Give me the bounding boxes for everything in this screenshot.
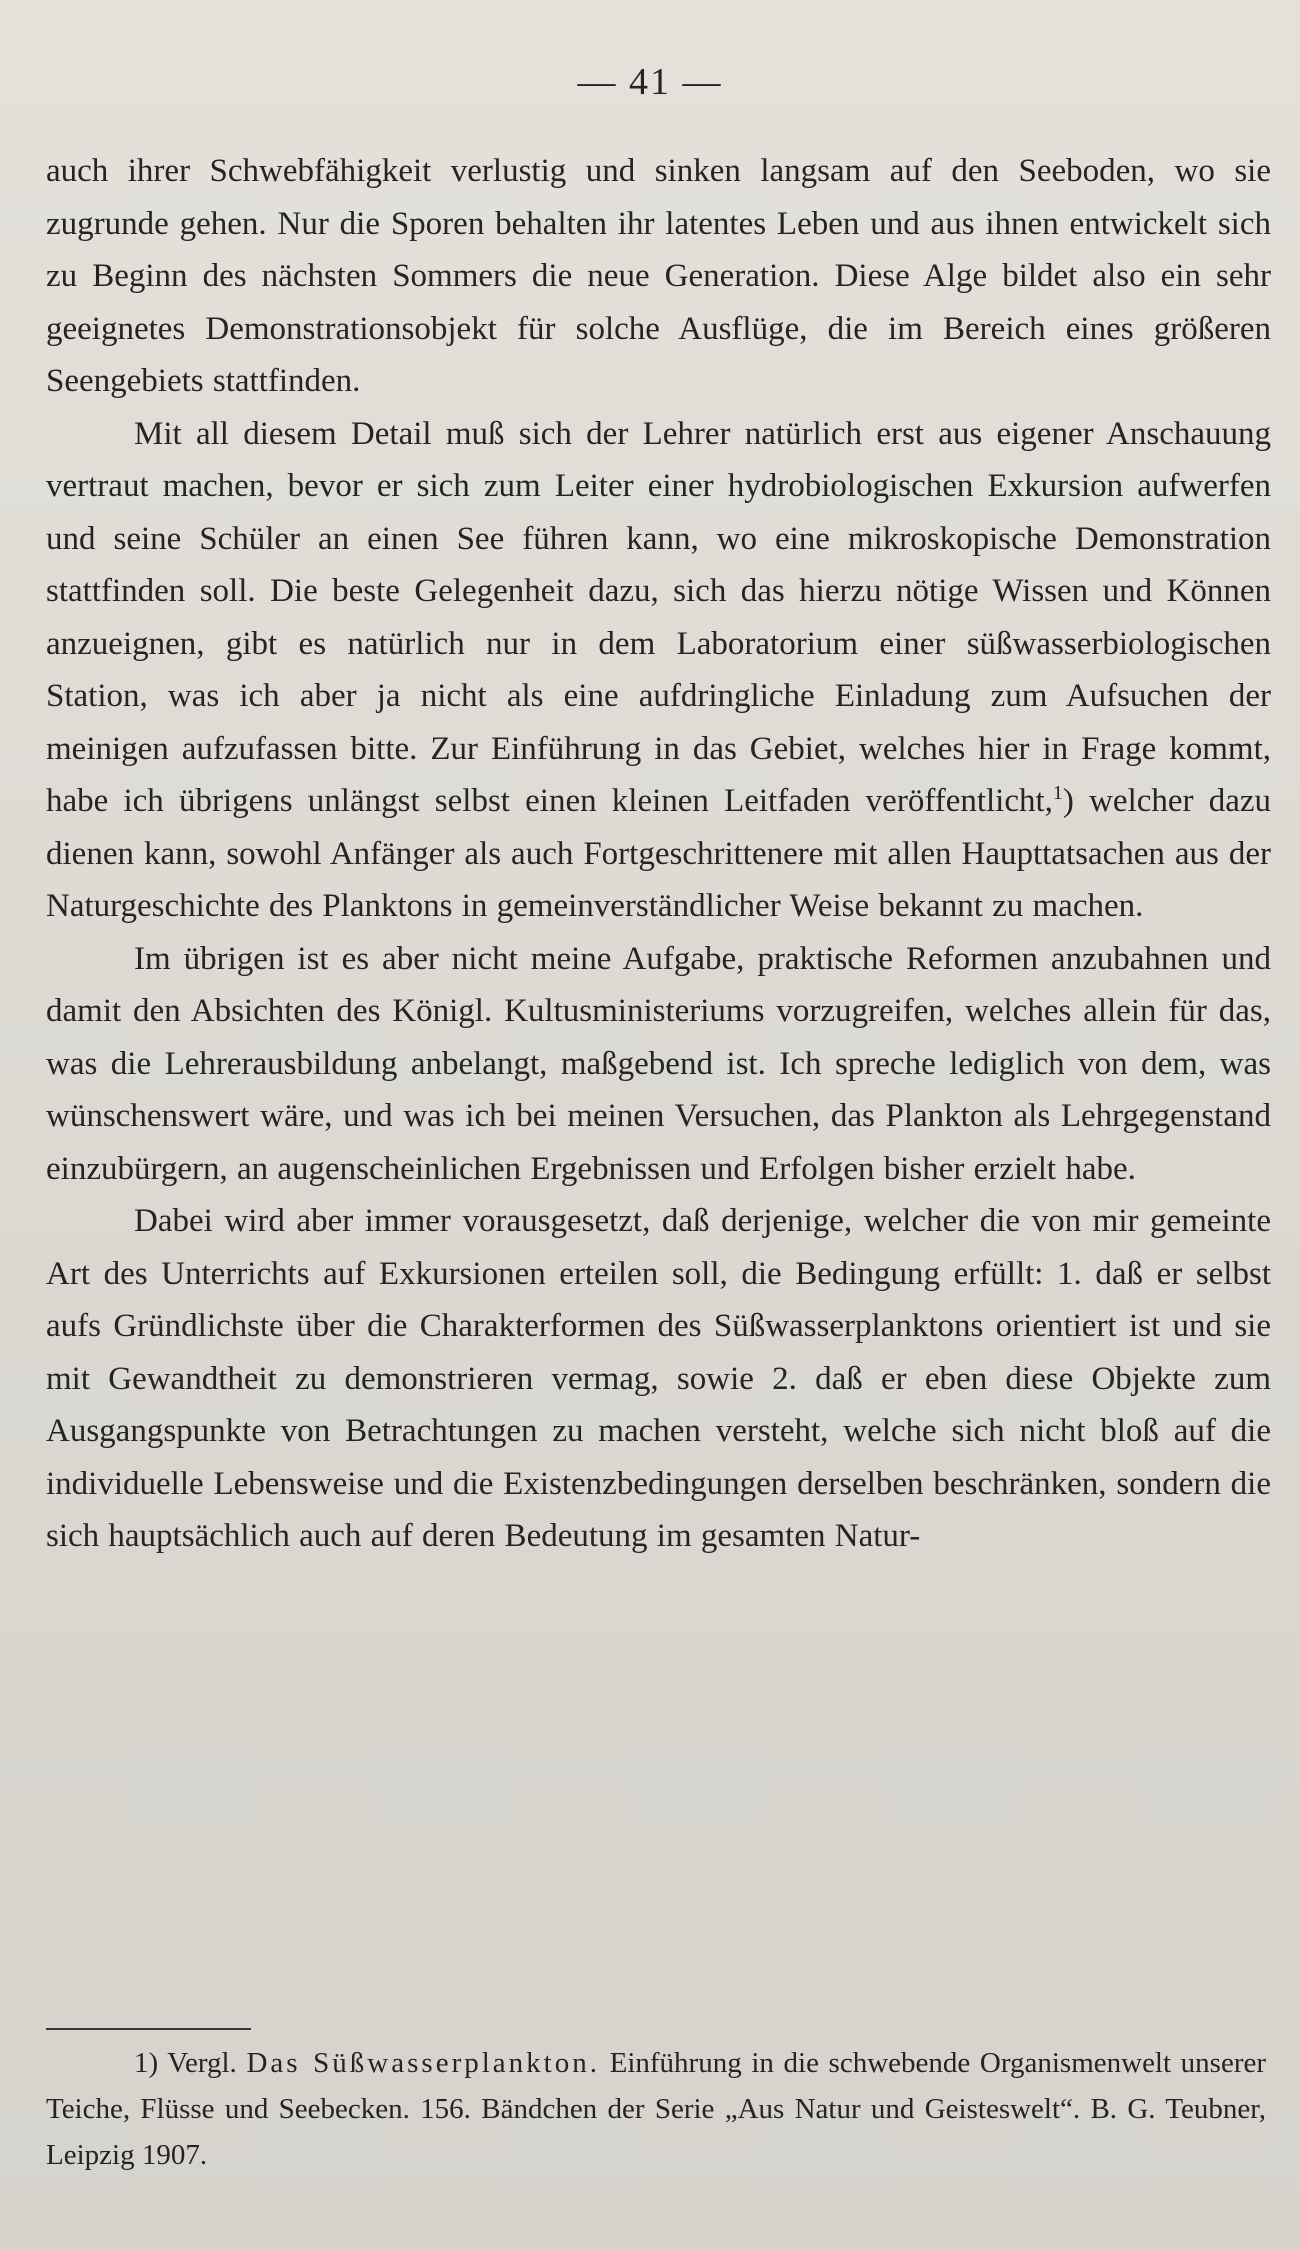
paragraph-4: Dabei wird aber immer vorausgesetzt, daß derjenige, welcher die von mir gemeinte Art des Unterrichts auf Exkursionen erteilen soll, die Bedingung erfüllt: 1. daß er selbst aufs Gründlichste über die Charakterformen des Süßwasserplanktons orientiert ist und sie mit Gewandtheit zu demonstrieren vermag, sowie 2. daß er eben diese Objekte zum Ausgangspunkte von Betrachtungen zu machen versteht, welche sich nicht bloß auf die individuelle Lebensweise und die Existenzbedingungen derselben beschränken, sondern die sich hauptsächlich auch auf deren Bedeutung im gesamten Natur- [46, 1203, 1271, 1554]
footnote-1 [46, 2040, 1266, 2178]
page-number: — 41 — [577, 61, 723, 103]
paragraph-3: Im übrigen ist es aber nicht meine Aufgabe, praktische Reformen anzubahnen und damit den Absichten des Königl. Kultusministeriums vorzugreifen, welches allein für das, was die Lehrerausbildung anbelangt, maßgebend ist. Ich spreche lediglich von dem, was wünschenswert wäre, und was ich bei meinen Versuchen, das Plankton als Lehrgegenstand einzubürgern, an augenscheinlichen Ergebnissen und Erfolgen bisher erzielt habe. [46, 940, 1271, 1187]
paragraph-2-text-after-note: ) welcher dazu dienen kann, sowohl Anfänger als auch Fortgeschrittenere mit allen Haupttatsachen aus der Naturgeschichte des Planktons in gemeinverständlicher Weise bekannt zu machen. [46, 783, 1271, 924]
body-text [46, 145, 1271, 1563]
footnote-1-title: Das Süßwasserplankton. [246, 2047, 600, 2079]
footnote-divider [46, 2028, 251, 2030]
paragraph-1: auch ihrer Schwebfähigkeit verlustig und sinken langsam auf den Seeboden, wo sie zugrunde gehen. Nur die Sporen behalten ihr latentes Leben und aus ihnen entwickelt sich zu Beginn des nächsten Sommers die neue Generation. Diese Alge bildet also ein sehr geeignetes Demonstrationsobjekt für solche Ausflüge, die im Bereich eines größeren Seengebiets stattfinden. [46, 153, 1271, 399]
paragraph-2 [46, 408, 1271, 933]
paragraph-2-text-before-note: Mit all diesem Detail muß sich der Lehrer natürlich erst aus eigener Anschauung vertraut machen, bevor er sich zum Leiter einer hydrobiologischen Exkursion aufwerfen und seine Schüler an einen See führen kann, wo eine mikroskopische Demonstration stattfinden soll. Die beste Gelegenheit dazu, sich das hierzu nötige Wissen und Können anzueignen, gibt es natürlich nur in dem Laboratorium einer süßwasserbiologischen Station, was ich aber ja nicht als eine aufdringliche Einladung zum Aufsuchen der meinigen aufzufassen bitte. Zur Einführung in das Gebiet, welches hier in Frage kommt, habe ich übrigens unlängst selbst einen kleinen Leitfaden veröffentlicht, [46, 415, 1271, 819]
footnotes [46, 2040, 1266, 2178]
footnote-1-marker: 1) Vergl. [134, 2047, 237, 2079]
footnote-reference-1[interactable]: 1 [1052, 782, 1063, 804]
footnote-1-text: Einführung in die schwebende Organismenwelt unserer Teiche, Flüsse und Seebecken. 156. Bändchen der Serie „Aus Natur und Geisteswelt“. B. G. Teubner, Leipzig 1907. [46, 2047, 1267, 2171]
